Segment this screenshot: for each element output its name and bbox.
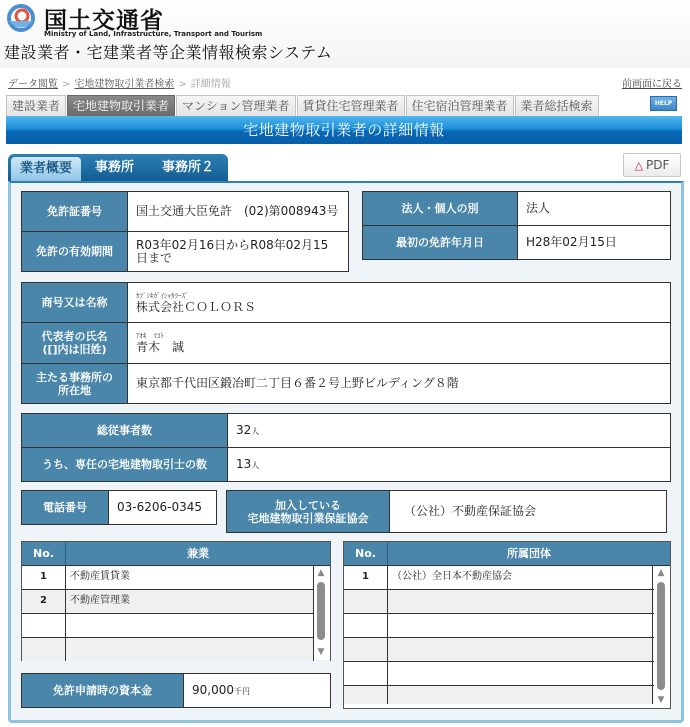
list-item[interactable]	[344, 589, 670, 613]
capital-value: 90,000	[192, 682, 234, 697]
side-business-col-no: No.	[22, 542, 66, 565]
detail-tabs	[8, 154, 228, 182]
licensed-agents-cell	[228, 448, 671, 482]
company-name-kana: ｶﾌﾞｼｷｶﾞｲｼｬｶﾗｰｽﾞ	[136, 291, 189, 300]
license-number-label: 免許証番号	[22, 192, 128, 232]
total-staff-label: 総従事者数	[22, 414, 228, 448]
row-no	[22, 638, 66, 661]
phone-table	[21, 490, 217, 525]
side-business-list	[21, 541, 331, 661]
row-name	[388, 638, 653, 661]
breadcrumb	[8, 75, 231, 90]
tab-office-2[interactable]: 事務所２	[162, 160, 215, 175]
tab-construction[interactable]: 建設業者	[6, 95, 66, 116]
mlit-logo-icon	[6, 4, 36, 34]
breadcrumb-search[interactable]: 宅地建物取引業者検索	[74, 79, 175, 90]
breadcrumb-current: 詳細情報	[190, 79, 231, 90]
row-name	[388, 686, 653, 704]
row-no	[344, 614, 388, 637]
tab-lodging-management[interactable]: 住宅宿泊管理業者	[406, 95, 514, 116]
page-title: 宅地建物取引業者の詳細情報	[6, 116, 682, 144]
capital-label: 免許申請時の資本金	[22, 674, 184, 708]
representative-cell	[128, 323, 671, 364]
scroll-thumb[interactable]	[657, 582, 665, 690]
pdf-label: PDF	[646, 158, 670, 172]
scroll-down-icon[interactable]: ▼	[317, 647, 325, 657]
pdf-icon: △	[634, 159, 644, 172]
capital-cell	[184, 674, 331, 708]
row-no	[22, 614, 66, 637]
license-table	[21, 191, 349, 272]
licensed-agents-label: うち、専任の宅地建物取引士の数	[22, 448, 228, 482]
row-no	[344, 638, 388, 661]
main-office-label	[22, 364, 128, 404]
tab-rental-management[interactable]: 賃貸住宅管理業者	[297, 95, 405, 116]
back-link[interactable]: 前画面に戻る	[622, 79, 682, 90]
licensed-agents-unit: 人	[251, 460, 260, 470]
category-tabs	[6, 95, 600, 116]
row-name: （公社）全日本不動産協会	[388, 566, 653, 589]
associations-scrollbar[interactable]	[654, 566, 670, 708]
company-name-value: 株式会社ＣＯＬＯＲＳ	[136, 299, 257, 314]
capital-table	[21, 673, 331, 708]
row-name	[66, 638, 314, 661]
phone-value: 03-6206-0345	[109, 491, 217, 525]
total-staff-cell	[228, 414, 671, 448]
main-office-label-line2: 所在地	[58, 383, 91, 397]
associations-col-name: 所属団体	[507, 547, 551, 560]
list-item[interactable]	[344, 661, 670, 685]
entity-table	[362, 191, 671, 260]
entity-type-label: 法人・個人の別	[363, 192, 518, 226]
tab-condo-management[interactable]: マンション管理業者	[176, 95, 295, 116]
list-item[interactable]	[344, 637, 670, 661]
representative-label-line1: 代表者の氏名	[41, 330, 108, 343]
license-period-label: 免許の有効期間	[22, 232, 128, 272]
row-no: 1	[344, 566, 388, 589]
list-item[interactable]	[344, 613, 670, 637]
row-no: 1	[22, 566, 66, 589]
site-header	[0, 0, 690, 68]
guarantee-label-line2: 宅地建物取引業保証協会	[247, 511, 369, 525]
main-office-value: 東京都千代田区鍛冶町二丁目６番２号上野ビルディング８階	[128, 364, 671, 404]
system-title: 建設業者・宅建業者等企業情報検索システム	[4, 43, 333, 62]
row-name	[388, 662, 653, 685]
associations-col-no: No.	[344, 542, 388, 565]
row-name	[66, 614, 314, 637]
list-item[interactable]	[22, 589, 330, 613]
ministry-name-jp: 国土交通省	[44, 7, 164, 34]
tab-office[interactable]: 事務所	[95, 160, 135, 175]
scroll-up-icon[interactable]: ▲	[317, 568, 325, 578]
license-number-value: 国土交通大臣免許 (02)第008943号	[128, 192, 349, 232]
scroll-thumb[interactable]	[317, 582, 325, 640]
row-name: 不動産管理業	[66, 590, 314, 613]
representative-label	[22, 323, 128, 364]
phone-label: 電話番号	[22, 491, 109, 525]
list-item[interactable]	[22, 565, 330, 589]
side-business-header	[22, 542, 330, 565]
breadcrumb-separator: >	[178, 79, 187, 90]
side-business-col-name: 兼業	[187, 547, 209, 560]
first-license-label: 最初の免許年月日	[363, 226, 518, 260]
licensed-agents-value: 13	[236, 456, 252, 471]
row-name	[388, 614, 653, 637]
help-button[interactable]: HELP	[650, 96, 677, 111]
total-staff-unit: 人	[251, 426, 260, 436]
tab-overall-search[interactable]: 業者総括検索	[515, 95, 599, 116]
associations-header	[344, 542, 670, 565]
guarantee-table	[226, 490, 667, 533]
side-business-scrollbar[interactable]	[314, 566, 330, 660]
tab-overview[interactable]: 業者概要	[11, 157, 81, 182]
list-item[interactable]	[22, 637, 330, 661]
total-staff-value: 32	[236, 422, 252, 437]
company-name-cell	[128, 283, 671, 323]
row-name: 不動産賃貸業	[66, 566, 314, 589]
row-no: 2	[22, 590, 66, 613]
first-license-value: H28年02月15日	[518, 226, 671, 260]
representative-value: 青木 誠	[136, 340, 185, 354]
row-no	[344, 662, 388, 685]
staff-table	[21, 413, 671, 482]
ministry-name-en: Ministry of Land, Infrastructure, Transport and Tourism	[44, 30, 263, 38]
breadcrumb-separator: >	[62, 79, 71, 90]
scroll-down-icon[interactable]: ▼	[657, 695, 665, 705]
tab-real-estate[interactable]: 宅地建物取引業者	[67, 95, 175, 116]
pdf-button[interactable]	[623, 153, 681, 177]
scroll-up-icon[interactable]: ▲	[657, 568, 665, 578]
main-office-label-line1: 主たる事務所の	[36, 370, 113, 384]
company-table	[21, 282, 671, 404]
associations-list	[343, 541, 671, 709]
row-no	[344, 590, 388, 613]
guarantee-label	[227, 491, 390, 533]
guarantee-value: （公社）不動産保証協会	[390, 491, 667, 533]
capital-unit: 千円	[234, 686, 250, 696]
representative-kana: ｱｵｷ ﾏｺﾄ	[136, 332, 164, 340]
entity-type-value: 法人	[518, 192, 671, 226]
list-item[interactable]	[344, 565, 670, 589]
representative-label-line2: ([]内は旧姓)	[42, 343, 107, 356]
company-name-label: 商号又は名称	[22, 283, 128, 323]
list-item[interactable]	[344, 685, 670, 704]
guarantee-label-line1: 加入している	[275, 498, 341, 512]
license-period-value: R03年02月16日からR08年02月15日まで	[128, 232, 349, 272]
row-no	[344, 686, 388, 704]
row-name	[388, 590, 653, 613]
breadcrumb-data-browse[interactable]: データ閲覧	[8, 79, 58, 90]
list-item[interactable]	[22, 613, 330, 637]
overview-panel	[8, 181, 684, 723]
